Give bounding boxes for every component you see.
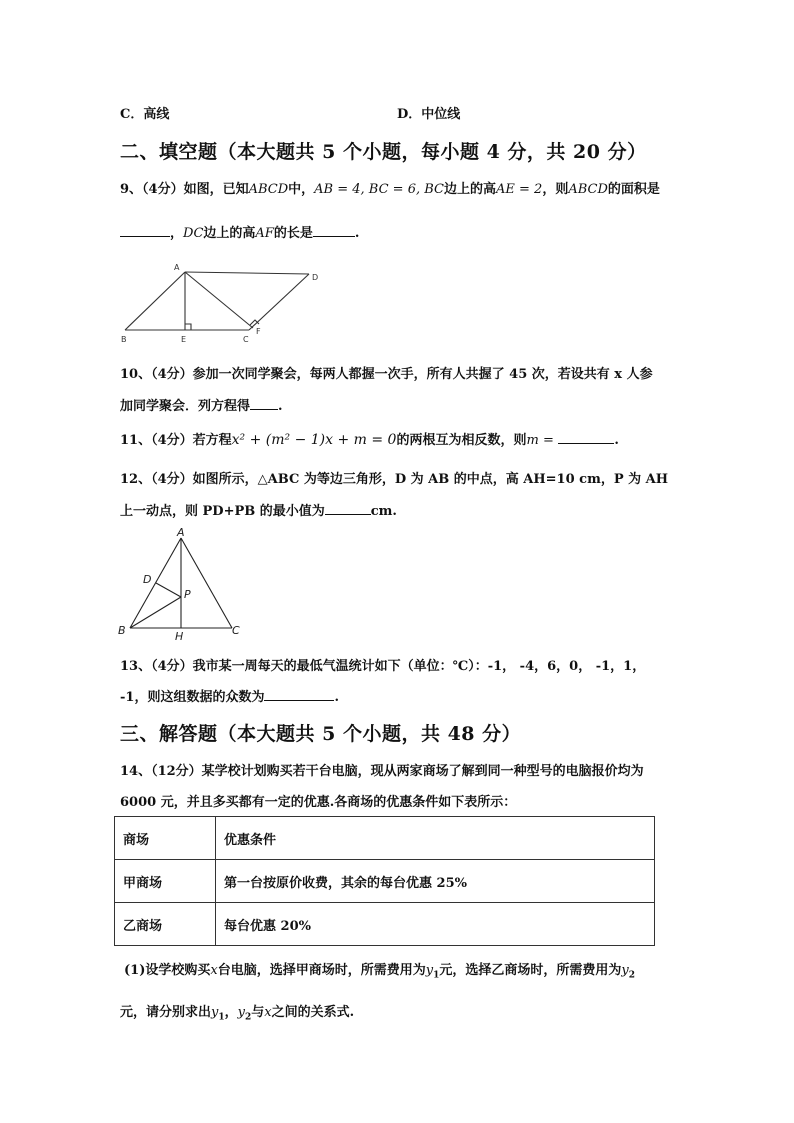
q10-line1: 10、（4分）参加一次同学聚会，每两人都握一次手，所有人共握了 45 次，若设共有 x 人参: [120, 367, 653, 382]
fig1-right-angle-e: [185, 324, 191, 330]
fig1-label-e: E: [181, 335, 187, 344]
table-cell-condition-a: 第一台按原价收费，其余的每台优惠 25%: [216, 860, 655, 903]
fig1-label-f: F: [256, 327, 261, 336]
q14-sub-1-b: 1: [218, 1012, 225, 1023]
table-row: [115, 903, 655, 946]
q13-text: -1，则这组数据的众数为: [120, 690, 265, 705]
q14-sub1-a: (1)设学校购买: [124, 963, 211, 978]
fig1-label-b: B: [121, 335, 127, 344]
q13-line2: [120, 686, 339, 705]
q13-line1: 13、（4分）我市某一周每天的最低气温统计如下（单位：℃）：-1， -4，6，0， -1，1，: [120, 659, 646, 674]
q12-blank[interactable]: [325, 502, 371, 515]
q14-sub1-f: 与: [251, 1005, 265, 1020]
q14-var-y1: y: [425, 963, 434, 978]
q12-line1: 12、（4分）如图所示，△ABC 为等边三角形，D 为 AB 的中点，高 AH=10 cm，P 为 AH: [120, 472, 669, 487]
fig1-side-ad: [185, 272, 309, 274]
fig1-height-af: [185, 272, 253, 328]
q14-sub1-b: 台电脑，选择甲商场时，所需费用为: [217, 963, 426, 978]
q9-mid1: 中，: [288, 182, 315, 197]
table-header-mall: 商场: [115, 817, 216, 860]
q10-blank[interactable]: [250, 397, 278, 410]
fig1-side-dc: [249, 274, 309, 330]
q14-var-x: x: [210, 963, 218, 978]
q11-end: .: [614, 433, 619, 448]
q14-sub1-line2: [120, 1001, 354, 1023]
q9-abcd2: ABCD: [568, 182, 608, 197]
q9-prefix: 9、（4分）如图，已知: [120, 182, 249, 197]
q9-blank-height[interactable]: [313, 224, 355, 237]
q11-mid: 的两根互为相反数，则: [396, 433, 527, 448]
q9-blank-area[interactable]: [120, 224, 170, 237]
table-row: [115, 860, 655, 903]
section-3-title: 三、解答题（本大题共 5 个小题，共 48 分）: [120, 723, 522, 745]
q14-line1: 14、（12分）某学校计划购买若干台电脑，现从两家商场了解到同一种型号的电脑报价均为: [120, 764, 644, 779]
q9-mid2: 边上的高: [443, 182, 496, 197]
q9-cond: AB = 4, BC = 6, BC: [314, 182, 444, 197]
parallelogram-figure: [115, 258, 330, 350]
option-c: C．高线: [120, 107, 170, 122]
q9-abcd: ABCD: [248, 182, 289, 197]
q14-sub1-d: 元，请分别求出: [120, 1005, 212, 1020]
q9-line2: [120, 222, 359, 241]
fig1-label-c: C: [243, 335, 249, 344]
fig1-label-a: A: [174, 263, 180, 272]
q14-sub-1: 1: [433, 970, 440, 981]
section-2-title: 二、填空题（本大题共 5 个小题，每小题 4 分，共 20 分）: [120, 141, 647, 163]
fig2-label-p: P: [184, 588, 191, 601]
q14-sub1-g: 之间的关系式.: [271, 1005, 355, 1020]
q11-m: m =: [526, 433, 554, 448]
q14-sub-2: 2: [628, 970, 635, 981]
q14-sub1-line1: [124, 959, 635, 981]
fig2-label-h: H: [175, 630, 184, 643]
q9-tail: 的面积是: [607, 182, 660, 197]
table-header-condition: 优惠条件: [216, 817, 655, 860]
fig2-segment-dp: [156, 583, 181, 597]
q12-text: 上一动点，则 PD+PB 的最小值为: [120, 504, 325, 519]
q11-equation: x² + (m² − 1)x + m = 0: [231, 432, 397, 448]
q9-dc: DC: [183, 226, 204, 241]
table-cell-condition-b: 每台优惠 20%: [216, 903, 655, 946]
table-cell-mall-b: 乙商场: [115, 903, 216, 946]
q10-text: 加同学聚会．列方程得: [120, 399, 251, 414]
q12-unit: cm.: [370, 504, 397, 519]
q14-sub1-e: ，: [224, 1005, 238, 1020]
q14-var-x-b: x: [264, 1005, 272, 1020]
q13-end: .: [334, 690, 339, 705]
triangle-figure: [115, 526, 250, 644]
fig1-label-d: D: [312, 273, 319, 282]
q9-end: .: [354, 226, 360, 241]
discount-table: [114, 816, 655, 946]
fig2-side-ab: [130, 538, 181, 628]
q11-prefix: 11、（4分）若方程: [120, 433, 232, 448]
fig2-label-a: A: [177, 526, 185, 539]
fig2-label-d: D: [143, 573, 152, 586]
q13-blank[interactable]: [264, 688, 334, 701]
q10-line2: [120, 395, 283, 414]
q14-var-y1-b: y: [211, 1005, 219, 1020]
q9-af: AF: [255, 226, 274, 241]
fig2-label-b: B: [118, 624, 126, 637]
q12-line2: [120, 500, 397, 519]
q14-var-y2: y: [621, 963, 629, 978]
q9-sep: ，: [170, 226, 184, 241]
q14-var-y2-b: y: [237, 1005, 246, 1020]
q9-tail2: 的长是: [273, 226, 313, 241]
fig2-segment-bp: [130, 597, 181, 628]
table-cell-mall-a: 甲商场: [115, 860, 216, 903]
q9-mid3: ，则: [542, 182, 569, 197]
q14-sub1-c: 元，选择乙商场时，所需费用为: [439, 963, 622, 978]
fig1-side-ab: [125, 272, 185, 330]
q9-mid4: 边上的高: [203, 226, 256, 241]
q9-line1: [120, 178, 660, 197]
q10-end: .: [278, 399, 283, 414]
q11-blank[interactable]: [558, 431, 614, 444]
q14-sub-2-b: 2: [245, 1012, 252, 1023]
table-row: [115, 817, 655, 860]
option-d: D．中位线: [397, 107, 461, 122]
q11-line: [120, 429, 619, 448]
fig2-side-ac: [181, 538, 232, 628]
fig2-label-c: C: [232, 624, 240, 637]
q9-ae: AE = 2: [496, 182, 543, 197]
q14-line2: 6000 元，并且多买都有一定的优惠.各商场的优惠条件如下表所示：: [120, 795, 517, 810]
